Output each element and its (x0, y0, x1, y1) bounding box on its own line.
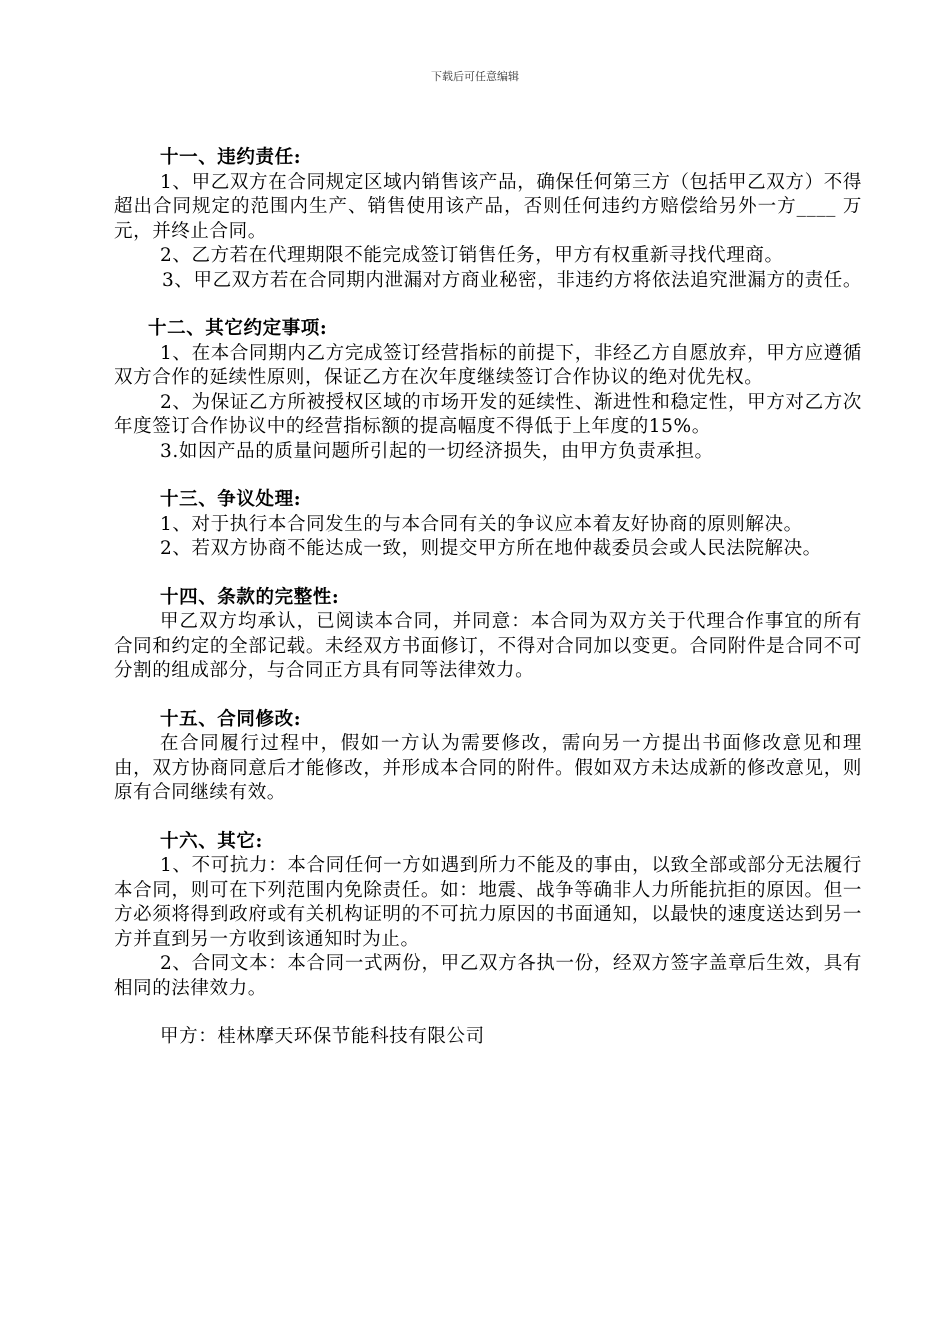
paragraph: 2、合同文本：本合同一式两份，甲乙双方各执一份，经双方签字盖章后生效，具有相同的法律效力。 (114, 953, 862, 999)
paragraph: 2、乙方若在代理期限不能完成签订销售任务，甲方有权重新寻找代理商。 (160, 245, 784, 266)
section-entire-agreement (114, 586, 862, 684)
paragraph: 1、甲乙双方在合同规定区域内销售该产品，确保任何第三方（包括甲乙双方）不得超出合同规定的范围内生产、销售使用该产品，否则任何违约方赔偿给另外一方____ 万元，并终止合同。 (114, 171, 862, 242)
section-dispute-resolution (114, 488, 862, 562)
section-heading: 十四、条款的完整性: (160, 586, 340, 608)
paragraph: 2、为保证乙方所被授权区域的市场开发的延续性、渐进性和稳定性，甲方对乙方次年度签订合作协议中的经营指标额的提高幅度不得低于上年度的15%。 (114, 391, 862, 437)
section-heading: 十一、违约责任: (160, 147, 302, 168)
paragraph: 甲乙双方均承认，已阅读本合同，并同意：本合同为双方关于代理合作事宜的所有合同和约定的全部记载。未经双方书面修订，不得对合同加以变更。合同附件是合同不可分割的组成部分，与合同正方具有同等法律效力。 (114, 611, 862, 681)
section-miscellaneous (114, 830, 862, 1002)
paragraph: 3、甲乙双方若在合同期内泄漏对方商业秘密，非违约方将依法追究泄漏方的责任。 (162, 269, 862, 291)
section-heading: 十二、其它约定事项: (148, 318, 328, 339)
paragraph: 1、对于执行本合同发生的与本合同有关的争议应本着友好协商的原则解决。 (160, 513, 803, 535)
paragraph: 2、若双方协商不能达成一致，则提交甲方所在地仲裁委员会或人民法院解决。 (160, 538, 822, 559)
page-header: 下载后可任意编辑 (431, 70, 519, 83)
paragraph: 在合同履行过程中，假如一方认为需要修改，需向另一方提出书面修改意见和理由，双方协商同意后才能修改，并形成本合同的附件。假如双方未达成新的修改意见，则原有合同继续有效。 (114, 733, 862, 803)
section-amendment (114, 708, 862, 806)
contract-body (114, 146, 862, 1050)
paragraph: 1、在本合同期内乙方完成签订经营指标的前提下，非经乙方自愿放弃，甲方应遵循双方合作的延续性原则，保证乙方在次年度继续签订合作协议的绝对优先权。 (114, 342, 862, 388)
paragraph: 3.如因产品的质量问题所引起的一切经济损失，由甲方负责承担。 (160, 440, 714, 462)
section-heading: 十五、合同修改: (160, 708, 302, 730)
party-a-signature: 甲方：桂林摩天环保节能科技有限公司 (160, 1026, 485, 1047)
section-other-agreements (114, 317, 862, 464)
paragraph: 1、不可抗力：本合同任何一方如遇到所力不能及的事由，以致全部或部分无法履行本合同，则可在下列范围内免除责任。如：地震、战争等确非人力所能抗拒的原因。但一方必须将得到政府或有关机构证明的不可抗力原因的书面通知，以最快的速度送达到另一方并直到另一方收到该通知时为止。 (114, 855, 862, 950)
section-heading: 十六、其它: (160, 830, 263, 852)
section-heading: 十三、争议处理: (160, 489, 302, 510)
section-breach-liability (114, 146, 862, 293)
